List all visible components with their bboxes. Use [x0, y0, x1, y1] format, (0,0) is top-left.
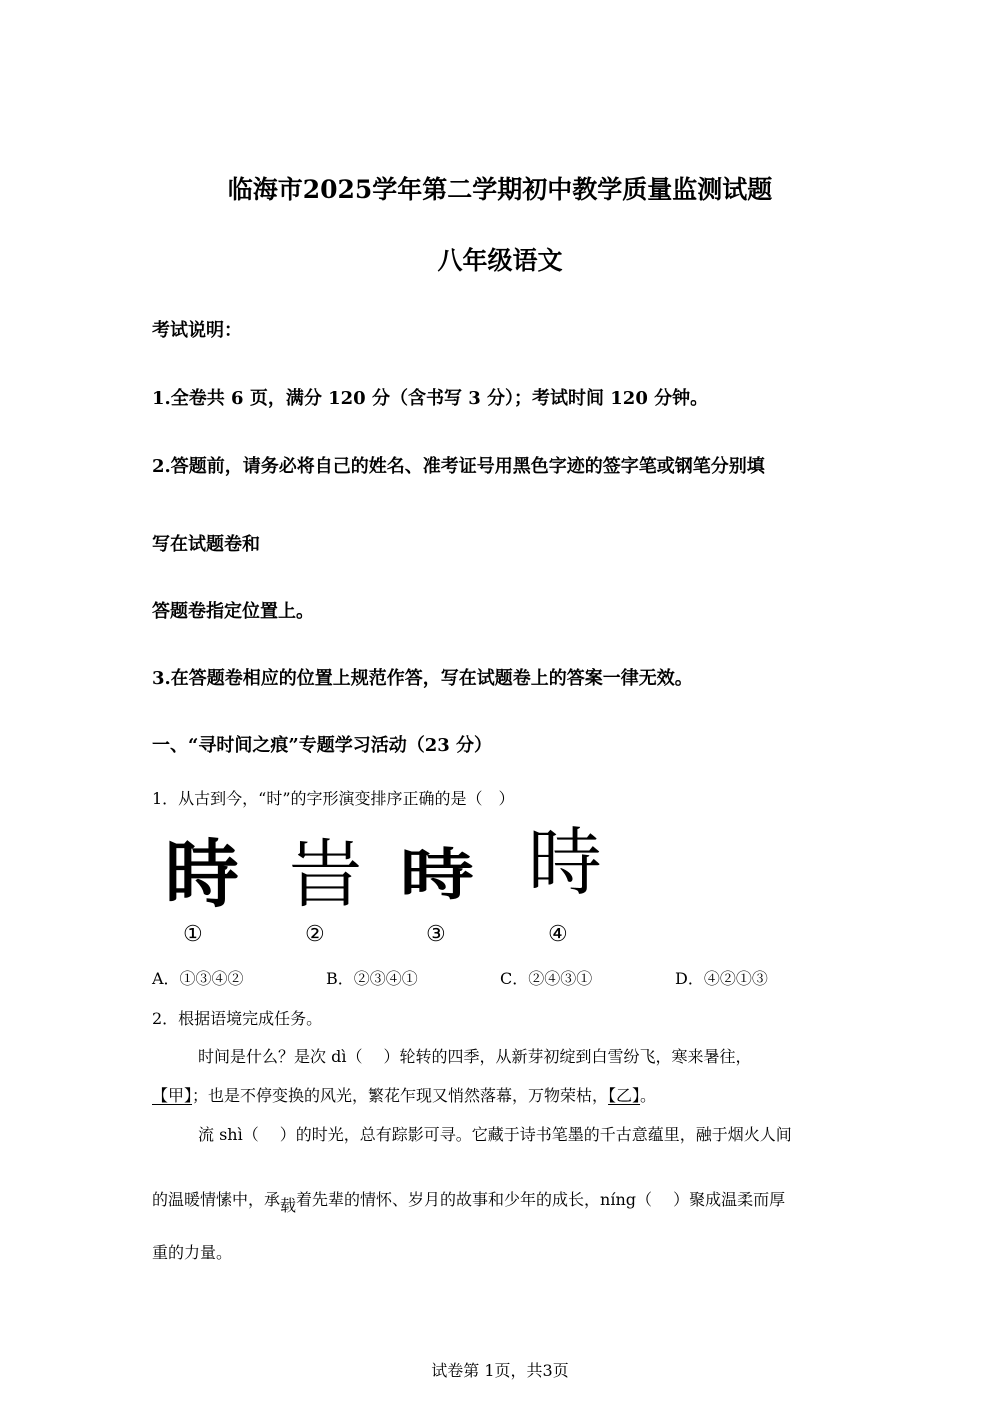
glyph-label-3: ③: [426, 922, 446, 947]
char-zai: 载: [280, 1196, 297, 1215]
passage-text: ；也是不停变换的风光，繁花乍现又悄然落幕，万物荣枯，: [192, 1086, 609, 1105]
glyph-label-2: ②: [305, 922, 325, 947]
option-c[interactable]: C．②④③①: [500, 969, 593, 988]
question-1-stem: 1．从古到今，“时”的字形演变排序正确的是（ ）: [152, 789, 515, 808]
option-b[interactable]: B．②③④①: [326, 969, 418, 988]
instructions-heading: 考试说明：: [152, 320, 242, 341]
section-1-heading: 一、“寻时间之痕”专题学习活动（23 分）: [152, 735, 493, 756]
instruction-item-2-line-1: 2.答题前，请务必将自己的姓名、准考证号用黑色字迹的签字笔或钢笔分别填: [152, 456, 765, 477]
glyph-label-1: ①: [183, 922, 203, 947]
passage-text-a: 的温暖情愫中，承: [152, 1190, 281, 1209]
passage-paragraph-1-line-2: [152, 1083, 656, 1106]
instruction-item-1: 1.全卷共 6 页，满分 120 分（含书写 3 分）；考试时间 120 分钟。: [152, 388, 709, 409]
instruction-item-2-line-2: 写在试题卷和: [152, 534, 260, 555]
blank-yi: 【乙】: [608, 1086, 641, 1105]
instruction-item-3: 3.在答题卷相应的位置上规范作答，写在试题卷上的答案一律无效。: [152, 668, 693, 689]
passage-text-b: 着先辈的情怀、岁月的故事和少年的成长，níng（ ）聚成温柔而厚: [296, 1190, 786, 1209]
blank-jia: 【甲】: [152, 1086, 193, 1105]
passage-paragraph-1-line-1: 时间是什么？是次 dì（ ）轮转的四季，从新芽初绽到白雪纷飞，寒来暑往，: [198, 1047, 752, 1066]
instruction-item-2-line-3: 答题卷指定位置上。: [152, 601, 314, 622]
passage-text-end: 。: [640, 1086, 657, 1105]
glyph-3: 時: [400, 842, 474, 908]
passage-paragraph-2-line-3: 重的力量。: [152, 1243, 233, 1262]
exam-subtitle: 八年级语文: [437, 246, 563, 275]
option-a[interactable]: A．①③④②: [152, 969, 244, 988]
question-2-stem: 2．根据语境完成任务。: [152, 1009, 323, 1028]
exam-title: 临海市2025学年第二学期初中教学质量监测试题: [227, 175, 773, 204]
passage-paragraph-2-line-1: 流 shì（ ）的时光，总有踪影可寻。它藏于诗书笔墨的千古意蕴里，融于烟火人间: [198, 1125, 792, 1144]
glyph-2: 旹: [288, 832, 362, 918]
option-d[interactable]: D．④②①③: [675, 969, 768, 988]
page-footer: 试卷第 1页，共3页: [431, 1361, 569, 1380]
glyph-1: 時: [165, 832, 239, 918]
passage-paragraph-2-line-2: [152, 1187, 786, 1215]
glyph-label-4: ④: [548, 922, 568, 947]
glyph-4: 時: [528, 820, 602, 906]
